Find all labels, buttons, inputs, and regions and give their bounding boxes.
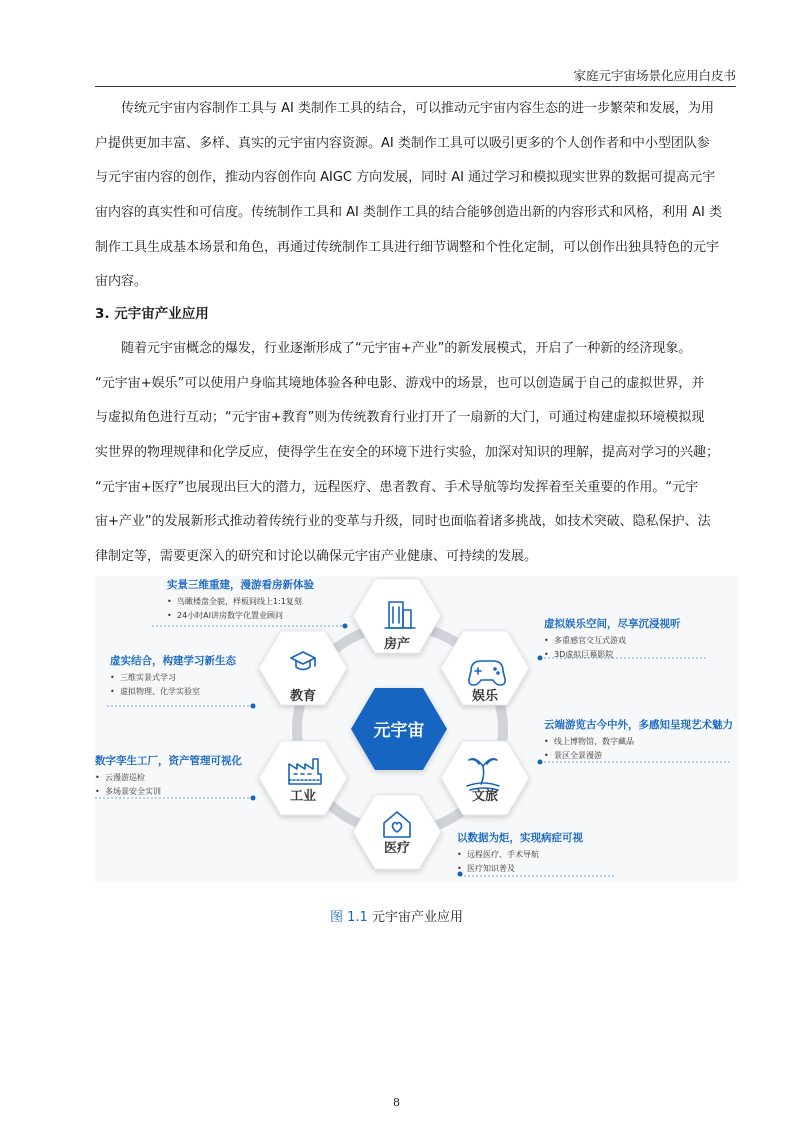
paragraph-line: 宙内容。 bbox=[95, 274, 148, 290]
callout-item: • 云漫游巡检 bbox=[95, 771, 242, 785]
callout-item: • 3D虚拟巨幕影院 bbox=[544, 648, 681, 662]
callout-wenlv bbox=[544, 718, 733, 763]
callout-item: • 三维实景式学习 bbox=[110, 671, 236, 685]
callout-yule bbox=[544, 617, 681, 662]
callout-title: 虚拟娱乐空间，尽享沉浸视听 bbox=[544, 618, 681, 630]
section-heading: 3. 元宇宙产业应用 bbox=[95, 306, 209, 322]
callout-item: • 景区全景漫游 bbox=[544, 749, 733, 763]
page-number: 8 bbox=[393, 1096, 400, 1109]
callout-item: • 24小时AI讲房数字化置业顾问 bbox=[167, 609, 314, 623]
callout-title: 虚实结合，构建学习新生态 bbox=[110, 655, 236, 667]
callout-title: 云端游览古今中外，多感知呈现艺术魅力 bbox=[544, 719, 733, 731]
paragraph-line: 宙内容的真实性和可信度。传统制作工具和 AI 类制作工具的结合能够创造出新的内容形式和风格，利用 AI 类 bbox=[95, 205, 722, 221]
paragraph-line: 律制定等，需要更深入的研究和讨论以确保元宇宙产业健康、可持续的发展。 bbox=[95, 549, 538, 565]
paragraph-line: “元宇宙+娱乐”可以使用户身临其境地体验各种电影、游戏中的场景，也可以创造属于自己的虚拟世界，并 bbox=[95, 375, 705, 391]
paragraph-line: 制作工具生成基本场景和角色，再通过传统制作工具进行细节调整和个性化定制，可以创作出独具特色的元宇 bbox=[95, 239, 720, 255]
callout-item: • 远程医疗、手术导航 bbox=[457, 848, 583, 862]
callout-item: • 虚拟物理、化学实验室 bbox=[110, 685, 236, 699]
callout-item: • 医疗知识普及 bbox=[457, 862, 583, 876]
paragraph-line: “元宇宙+医疗”也展现出巨大的潜力，远程医疗、患者教育、手术导航等均发挥着至关重要的作用。“元宇 bbox=[95, 479, 699, 495]
header-rule bbox=[95, 86, 736, 87]
callout-item: • 多重感官交互式游戏 bbox=[544, 634, 681, 648]
caption-text: 元宇宙产业应用 bbox=[371, 910, 463, 925]
paragraph-line: 宙+产业”的发展新形式推动着传统行业的变革与升级，同时也面临着诸多挑战，如技术突破、隐私保护、法 bbox=[95, 514, 711, 530]
caption-number: 图 1.1 bbox=[330, 910, 368, 925]
callout-fangchan bbox=[167, 578, 314, 623]
center-label: 元宇宙 bbox=[373, 721, 425, 741]
hex-label-gongye: 工业 bbox=[289, 789, 317, 804]
callout-title: 实景三维重建，漫游看房新体验 bbox=[167, 579, 314, 591]
callout-item: • 线上博物馆，数字藏品 bbox=[544, 735, 733, 749]
paragraph-line: 传统元宇宙内容制作工具与 AI 类制作工具的结合，可以推动元宇宙内容生态的进一步繁荣和发展，为用 bbox=[121, 101, 714, 116]
hex-label-wenlv: 文旅 bbox=[471, 789, 499, 804]
callout-title: 数字孪生工厂，资产管理可视化 bbox=[95, 755, 242, 767]
paragraph-line: 与元宇宙内容的创作，推动内容创作向 AIGC 方向发展，同时 AI 通过学习和模拟现实世界的数据可提高元宇 bbox=[95, 170, 716, 186]
callout-item: • 多场景安全实训 bbox=[95, 785, 242, 799]
callout-item: • 鸟瞰楼盘全貌，样板间线上1:1复刻 bbox=[167, 595, 314, 609]
page-header-title: 家庭元宇宙场景化应用白皮书 bbox=[573, 68, 736, 83]
industry-diagram bbox=[95, 576, 738, 882]
paragraph-line: 随着元宇宙概念的爆发，行业逐渐形成了“元宇宙+产业”的新发展模式，开启了一种新的经济现象。 bbox=[121, 341, 692, 356]
paragraph-line: 与虚拟角色进行互动；“元宇宙+教育”则为传统教育行业打开了一扇新的大门，可通过构建虚拟环境模拟现 bbox=[95, 410, 705, 426]
paragraph-1 bbox=[95, 92, 738, 300]
hex-label-jiaoyu: 教育 bbox=[289, 689, 317, 704]
hex-label-yule: 娱乐 bbox=[471, 689, 499, 704]
paragraph-2 bbox=[95, 332, 738, 575]
paragraph-line: 户提供更加丰富、多样、真实的元宇宙内容资源。AI 类制作工具可以吸引更多的个人创作者和中小型团队参 bbox=[95, 135, 710, 151]
paragraph-line: 实世界的物理规律和化学反应，使得学生在安全的环境下进行实验，加深对知识的理解，提高对学习的兴趣； bbox=[95, 445, 720, 461]
figure-caption bbox=[0, 906, 793, 925]
callout-yiliao bbox=[457, 831, 583, 876]
callout-gongye bbox=[95, 754, 242, 799]
callout-title: 以数据为炬，实现病症可视 bbox=[457, 832, 583, 844]
callout-jiaoyu bbox=[110, 654, 236, 699]
hex-label-fangchan: 房产 bbox=[383, 637, 411, 652]
hex-label-yiliao: 医疗 bbox=[383, 841, 411, 856]
